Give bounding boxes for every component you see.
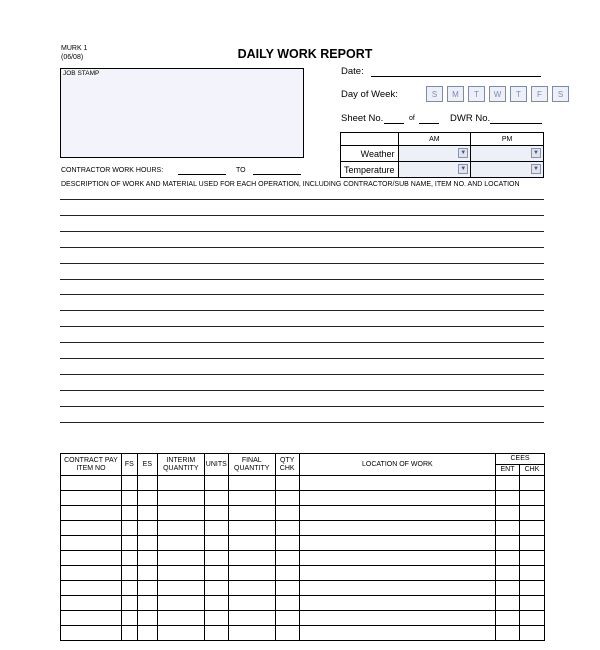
table-cell[interactable]	[61, 506, 122, 521]
day-checkbox[interactable]: M	[447, 86, 464, 102]
table-cell[interactable]	[299, 476, 495, 491]
description-line[interactable]	[60, 263, 544, 264]
table-cell[interactable]	[157, 611, 204, 626]
weather-am-select[interactable]	[398, 146, 471, 162]
description-line[interactable]	[60, 390, 544, 391]
table-cell[interactable]	[157, 626, 204, 641]
table-cell[interactable]	[496, 581, 520, 596]
table-cell[interactable]	[299, 551, 495, 566]
temperature-am-select[interactable]	[398, 162, 471, 178]
day-checkbox[interactable]: T	[468, 86, 485, 102]
contract-pay-item-header: CONTRACT PAY ITEM NO	[61, 454, 122, 476]
cees-header: CEES	[496, 454, 545, 465]
table-row	[61, 476, 545, 491]
table-cell[interactable]	[228, 551, 275, 566]
table-cell[interactable]	[299, 506, 495, 521]
table-cell[interactable]	[121, 536, 137, 551]
table-cell[interactable]	[157, 506, 204, 521]
sheet-no-label: Sheet No.	[341, 113, 384, 124]
table-cell[interactable]	[299, 491, 495, 506]
chevron-down-icon[interactable]: ▼	[458, 148, 468, 158]
table-cell[interactable]	[519, 536, 544, 551]
day-of-week-selector	[426, 86, 569, 102]
table-cell[interactable]	[299, 626, 495, 641]
table-cell[interactable]	[157, 536, 204, 551]
weather-label: Weather	[341, 146, 399, 162]
description-line[interactable]	[60, 358, 544, 359]
description-line[interactable]	[60, 326, 544, 327]
description-line[interactable]	[60, 422, 544, 423]
job-stamp-field[interactable]	[60, 68, 304, 158]
table-cell[interactable]	[204, 536, 228, 551]
table-cell[interactable]	[496, 521, 520, 536]
units-header: UNITS	[204, 454, 228, 476]
table-cell[interactable]	[299, 581, 495, 596]
table-cell[interactable]	[519, 581, 544, 596]
table-cell[interactable]	[299, 596, 495, 611]
table-cell[interactable]	[299, 566, 495, 581]
temperature-pm-select[interactable]	[471, 162, 544, 178]
table-cell[interactable]	[121, 491, 137, 506]
table-cell[interactable]	[519, 521, 544, 536]
table-cell[interactable]	[121, 476, 137, 491]
table-cell[interactable]	[137, 626, 157, 641]
am-header: AM	[398, 133, 471, 146]
table-cell[interactable]	[157, 491, 204, 506]
es-header: ES	[137, 454, 157, 476]
table-cell[interactable]	[204, 581, 228, 596]
table-cell[interactable]	[61, 521, 122, 536]
table-row	[61, 491, 545, 506]
table-row	[61, 566, 545, 581]
date-field[interactable]	[371, 76, 541, 77]
day-checkbox[interactable]: T	[510, 86, 527, 102]
table-cell[interactable]	[204, 551, 228, 566]
table-cell[interactable]	[121, 626, 137, 641]
chevron-down-icon[interactable]: ▼	[531, 148, 541, 158]
table-cell[interactable]	[121, 506, 137, 521]
description-line[interactable]	[60, 374, 544, 375]
table-cell[interactable]	[275, 611, 299, 626]
day-checkbox[interactable]: S	[552, 86, 569, 102]
table-cell[interactable]	[228, 491, 275, 506]
table-cell[interactable]	[496, 596, 520, 611]
day-checkbox[interactable]: W	[489, 86, 506, 102]
table-cell[interactable]	[137, 581, 157, 596]
table-cell[interactable]	[275, 491, 299, 506]
table-cell[interactable]	[496, 566, 520, 581]
pm-header: PM	[471, 133, 544, 146]
chevron-down-icon[interactable]: ▼	[531, 164, 541, 174]
table-cell[interactable]	[137, 611, 157, 626]
page-title: DAILY WORK REPORT	[237, 47, 373, 61]
table-cell[interactable]	[519, 611, 544, 626]
description-line[interactable]	[60, 231, 544, 232]
final-quantity-header: FINAL QUANTITY	[228, 454, 275, 476]
table-cell[interactable]	[157, 596, 204, 611]
table-cell[interactable]	[519, 476, 544, 491]
table-cell[interactable]	[519, 566, 544, 581]
table-cell[interactable]	[204, 521, 228, 536]
description-line[interactable]	[60, 247, 544, 248]
table-row	[61, 626, 545, 641]
table-row	[61, 551, 545, 566]
table-cell[interactable]	[275, 596, 299, 611]
table-cell[interactable]	[61, 476, 122, 491]
table-cell[interactable]	[121, 521, 137, 536]
table-cell[interactable]	[275, 566, 299, 581]
weather-table-corner	[341, 133, 399, 146]
table-cell[interactable]	[496, 506, 520, 521]
to-label: TO	[236, 167, 246, 174]
table-cell[interactable]	[519, 626, 544, 641]
table-cell[interactable]	[137, 491, 157, 506]
table-cell[interactable]	[121, 611, 137, 626]
date-label: Date:	[341, 66, 364, 77]
table-cell[interactable]	[228, 566, 275, 581]
table-cell[interactable]	[496, 491, 520, 506]
table-cell[interactable]	[121, 566, 137, 581]
table-cell[interactable]	[157, 566, 204, 581]
ent-header: ENT	[496, 465, 520, 476]
table-cell[interactable]	[61, 581, 122, 596]
table-cell[interactable]	[228, 596, 275, 611]
table-row	[61, 521, 545, 536]
table-cell[interactable]	[275, 506, 299, 521]
chevron-down-icon[interactable]: ▼	[458, 164, 468, 174]
table-cell[interactable]	[496, 476, 520, 491]
interim-quantity-header: INTERIM QUANTITY	[157, 454, 204, 476]
table-row	[61, 506, 545, 521]
table-cell[interactable]	[228, 581, 275, 596]
table-cell[interactable]	[204, 626, 228, 641]
table-cell[interactable]	[299, 611, 495, 626]
table-cell[interactable]	[61, 566, 122, 581]
table-cell[interactable]	[157, 581, 204, 596]
day-of-week-label: Day of Week:	[341, 89, 398, 100]
table-cell[interactable]	[204, 566, 228, 581]
table-row	[61, 581, 545, 596]
table-cell[interactable]	[496, 626, 520, 641]
table-cell[interactable]	[137, 566, 157, 581]
table-cell[interactable]	[204, 611, 228, 626]
description-line[interactable]	[60, 199, 544, 200]
table-cell[interactable]	[299, 536, 495, 551]
table-cell[interactable]	[275, 581, 299, 596]
table-cell[interactable]	[61, 611, 122, 626]
table-cell[interactable]	[204, 506, 228, 521]
table-cell[interactable]	[228, 476, 275, 491]
form-code-date: (06/08)	[61, 54, 84, 61]
table-cell[interactable]	[275, 476, 299, 491]
description-line[interactable]	[60, 279, 544, 280]
table-cell[interactable]	[204, 491, 228, 506]
table-cell[interactable]	[519, 506, 544, 521]
table-row	[61, 611, 545, 626]
table-cell[interactable]	[157, 521, 204, 536]
table-cell[interactable]	[121, 551, 137, 566]
sheet-no-field[interactable]	[384, 123, 404, 124]
table-cell[interactable]	[228, 506, 275, 521]
qty-chk-header: QTY CHK	[275, 454, 299, 476]
table-cell[interactable]	[61, 626, 122, 641]
table-cell[interactable]	[496, 536, 520, 551]
table-cell[interactable]	[61, 536, 122, 551]
table-cell[interactable]	[137, 476, 157, 491]
description-line[interactable]	[60, 406, 544, 407]
day-checkbox[interactable]: F	[531, 86, 548, 102]
sheet-total-field[interactable]	[419, 123, 439, 124]
table-cell[interactable]	[275, 551, 299, 566]
table-cell[interactable]	[519, 551, 544, 566]
table-cell[interactable]	[157, 476, 204, 491]
table-cell[interactable]	[519, 596, 544, 611]
table-cell[interactable]	[137, 596, 157, 611]
table-cell[interactable]	[137, 521, 157, 536]
table-cell[interactable]	[228, 626, 275, 641]
table-cell[interactable]	[228, 536, 275, 551]
table-cell[interactable]	[157, 551, 204, 566]
weather-pm-select[interactable]	[471, 146, 544, 162]
dwr-no-label: DWR No.	[450, 113, 491, 124]
table-row	[61, 536, 545, 551]
table-cell[interactable]	[275, 536, 299, 551]
dwr-no-field[interactable]	[490, 123, 542, 124]
table-cell[interactable]	[228, 521, 275, 536]
description-line[interactable]	[60, 215, 544, 216]
table-cell[interactable]	[137, 506, 157, 521]
table-cell[interactable]	[121, 581, 137, 596]
pay-items-table	[60, 453, 545, 641]
table-cell[interactable]	[496, 551, 520, 566]
location-of-work-header: LOCATION OF WORK	[299, 454, 495, 476]
table-cell[interactable]	[228, 611, 275, 626]
table-cell[interactable]	[121, 596, 137, 611]
table-cell[interactable]	[275, 626, 299, 641]
fs-header: FS	[121, 454, 137, 476]
table-cell[interactable]	[299, 521, 495, 536]
description-line[interactable]	[60, 310, 544, 311]
description-line[interactable]	[60, 294, 544, 295]
chk-header: CHK	[519, 465, 544, 476]
of-label: of	[409, 115, 415, 122]
table-cell[interactable]	[204, 476, 228, 491]
table-cell[interactable]	[204, 596, 228, 611]
table-cell[interactable]	[496, 611, 520, 626]
table-cell[interactable]	[61, 491, 122, 506]
hours-from-field[interactable]	[178, 174, 226, 175]
table-cell[interactable]	[275, 521, 299, 536]
contractor-hours-label: CONTRACTOR WORK HOURS:	[61, 167, 164, 174]
table-cell[interactable]	[519, 491, 544, 506]
table-cell[interactable]	[137, 551, 157, 566]
table-cell[interactable]	[61, 596, 122, 611]
table-row	[61, 596, 545, 611]
description-line[interactable]	[60, 342, 544, 343]
form-code-number: MURK 1	[61, 45, 88, 52]
table-cell[interactable]	[61, 551, 122, 566]
day-checkbox[interactable]: S	[426, 86, 443, 102]
weather-table	[340, 132, 544, 178]
description-label: DESCRIPTION OF WORK AND MATERIAL USED FOR EACH OPERATION, INCLUDING CONTRACTOR/SUB NAME, ITEM NO. AND LOCATION	[61, 181, 520, 188]
job-stamp-label: JOB STAMP	[63, 70, 100, 77]
table-cell[interactable]	[137, 536, 157, 551]
temperature-label: Temperature	[341, 162, 399, 178]
hours-to-field[interactable]	[253, 174, 301, 175]
